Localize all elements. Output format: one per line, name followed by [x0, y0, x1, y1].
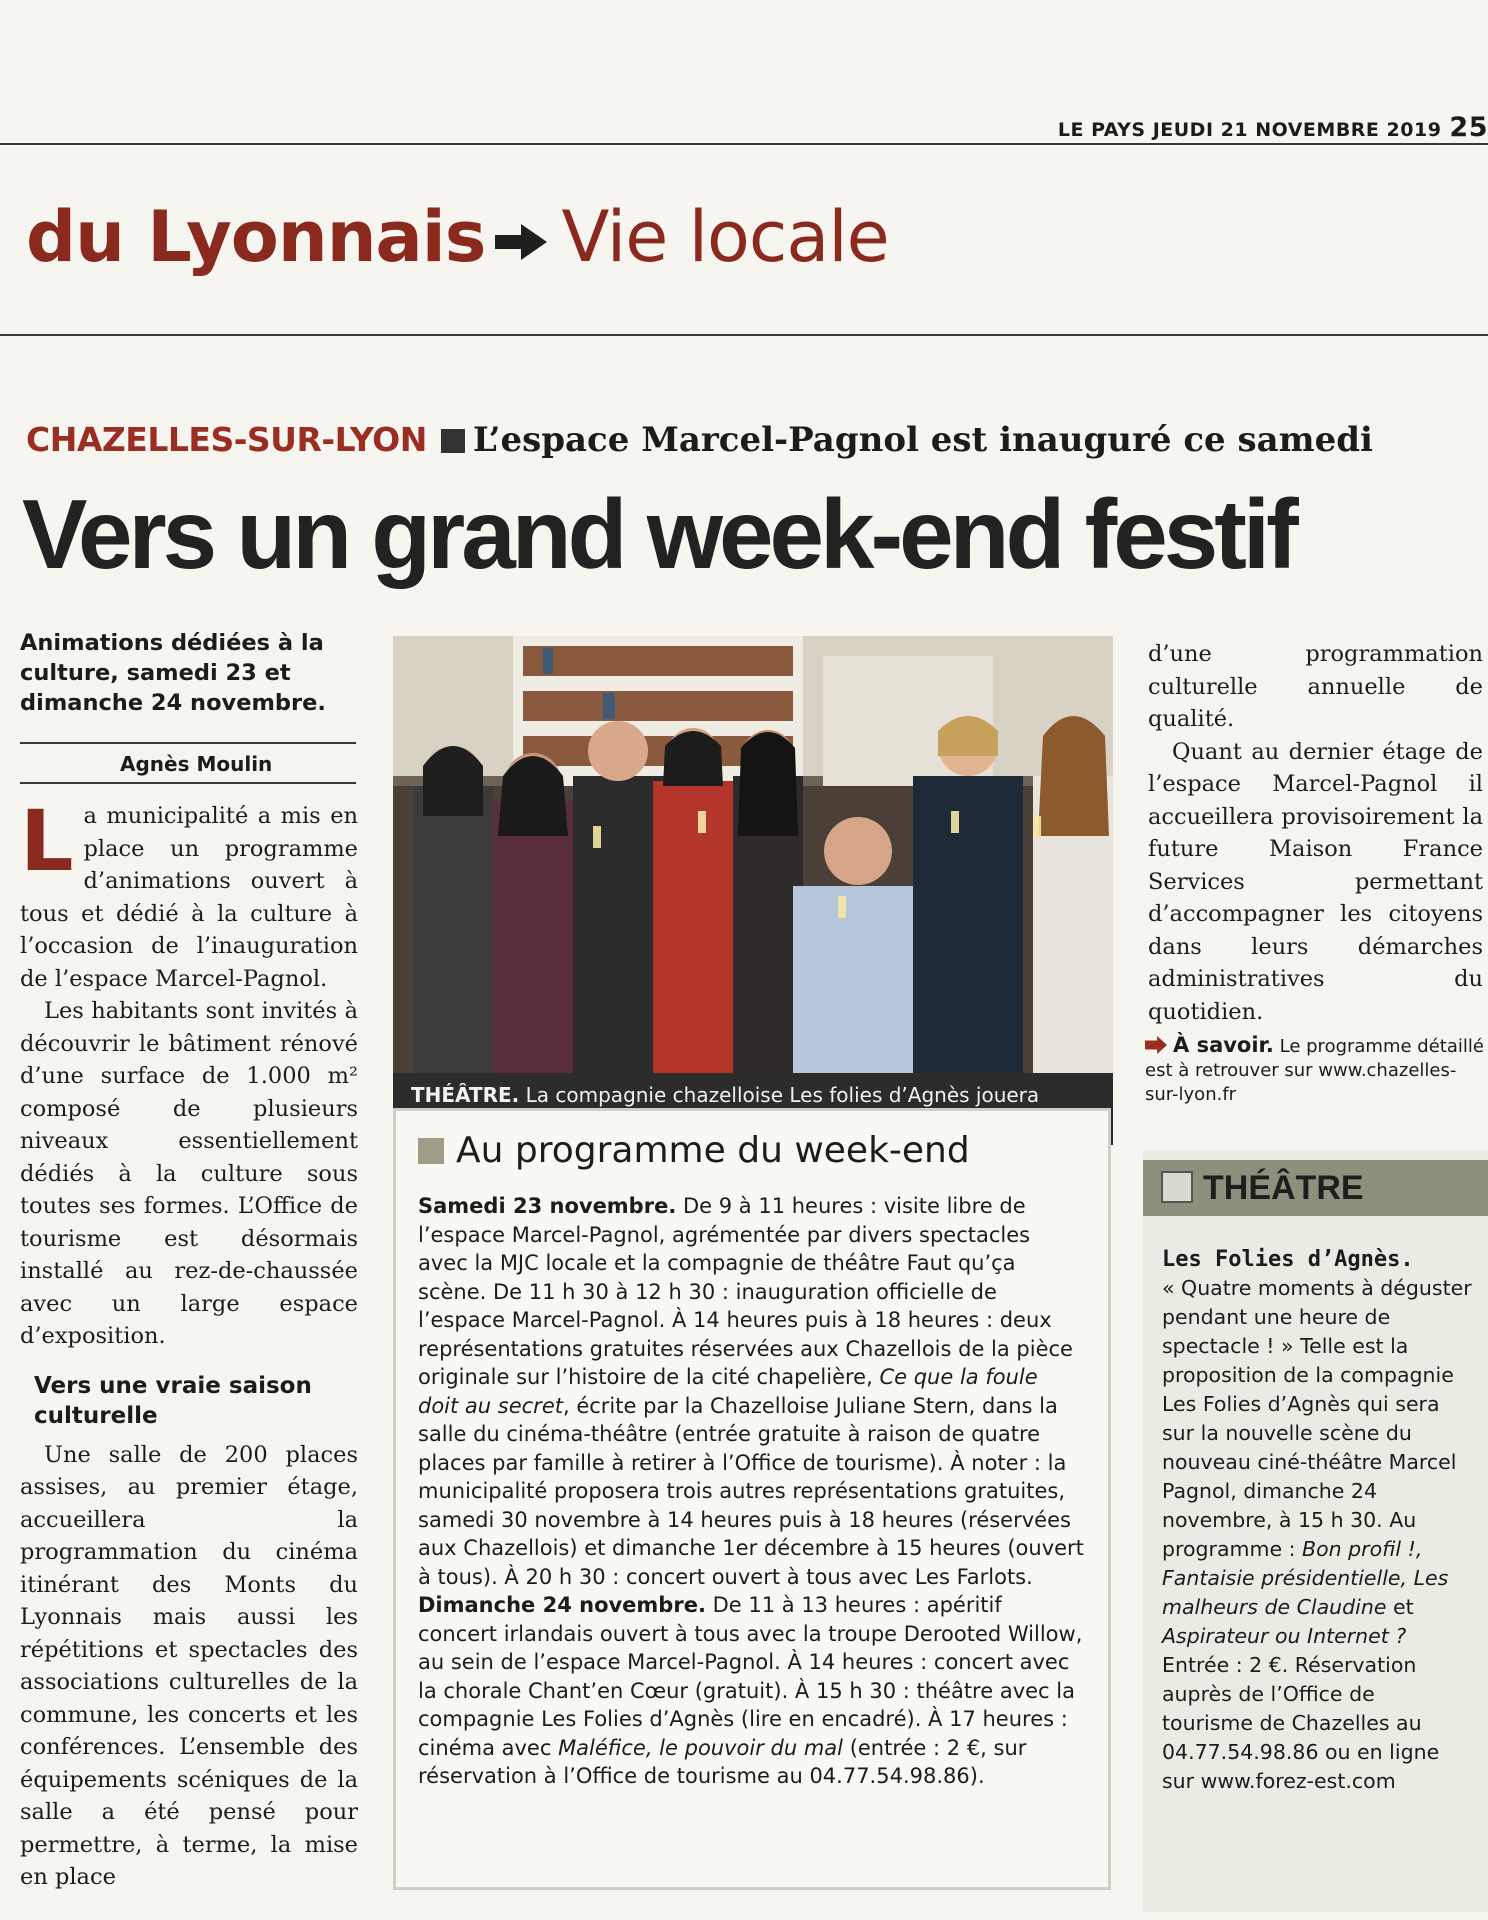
sunday-head: Dimanche 24 novembre.: [418, 1593, 706, 1617]
programme-text: [418, 1192, 1084, 1791]
a-savoir-head: À savoir.: [1173, 1033, 1274, 1057]
headline: Vers un grand week-end festif: [22, 479, 1295, 589]
theatre-text: [1162, 1245, 1472, 1796]
section-title: du Lyonnais: [26, 196, 486, 278]
theatre-header: [1143, 1160, 1488, 1216]
a-savoir-text: Le programme détaillé est à retrouver sur www.chazelles-sur-lyon.fr: [1145, 1036, 1484, 1105]
caption-label: THÉÂTRE.: [411, 1083, 520, 1107]
theatre-text-3: Entrée : 2 €. Réservation auprès de l’Office de tourisme de Chazelles au 04.77.54.98.86 ou en ligne sur www.forez-est.com: [1162, 1653, 1440, 1793]
theatre-play-last: Aspirateur ou Internet ?: [1162, 1624, 1407, 1648]
body-paragraph: Une salle de 200 places assises, au premier étage, accueillera la programmation du cinéma itinérant des Monts du Lyonnais mais aussi les répétitions et spectacles des associations culturelles de la commune, les concerts et les conférences. L’ensemble des équipements scéniques de la salle a été pensé pour permettre, à terme, la mise en place: [20, 1441, 358, 1890]
section-rule: [0, 334, 1488, 336]
drop-cap: L: [20, 792, 74, 890]
chapo-rule: [20, 742, 356, 744]
sunday-text-2: (entrée : 2 €, sur réservation à l’Office de tourisme au 04.77.54.98.86).: [418, 1735, 1027, 1788]
author: Agnès Moulin: [120, 752, 273, 776]
section-subtitle: Vie locale: [561, 196, 889, 278]
theatre-title-text: Les Folies d’Agnès.: [1162, 1247, 1414, 1272]
theatre-text-2: Au programme :: [1162, 1508, 1417, 1561]
theatre-title: [1162, 1245, 1472, 1274]
kicker-location: CHAZELLES-SUR-LYON: [26, 420, 427, 459]
saturday-text-2: , écrite par la Chazelloise Juliane Stern, dans la salle du cinéma-théâtre (entrée gratuite à raison de quatre places par famille à retirer à l’Office de tourisme). À noter : la municipalité proposera trois autres représentations gratuites, samedi 30 novembre à 14 heures puis à 18 heures (réservées aux Chazellois) et dimanche 1er décembre à 15 heures (ouvert à tous). À 20 h 30 : concert ouvert à tous avec Les Farlots.: [418, 1393, 1084, 1589]
square-bullet-icon: [441, 429, 465, 453]
caption-text: La compagnie chazelloise Les folies d’Agnès jouera: [525, 1083, 1040, 1107]
group-photo: [393, 636, 1113, 1073]
folio-text: LE PAYS JEUDI 21 NOVEMBRE 2019: [1057, 119, 1442, 141]
page-number: 25: [1449, 112, 1488, 143]
article-photo: [393, 636, 1113, 1073]
programme-title-text: Au programme du week-end: [456, 1130, 970, 1171]
arrow-right-icon: [495, 222, 547, 262]
sunday-film-title: Maléfice, le pouvoir du mal: [558, 1735, 843, 1760]
body-column-right: [1148, 638, 1483, 1028]
saturday-text: De 9 à 11 heures : visite libre de l’espace Marcel-Pagnol, agrémentée par divers spectacles avec la MJC locale et la compagnie de théâtre Faut qu’ça scène. De 11 h 30 à 12 h 30 : inauguration officielle de l’espace Marcel-Pagnol. À 14 heures puis à 18 heures : deux représentations gratuites réservées aux Chazellois de la pièce originale sur l’histoire de la cité chapelière,: [418, 1194, 1073, 1389]
square-bullet-icon: [418, 1138, 444, 1164]
body-text: a municipalité a mis en place un programme d’animations ouvert à tous et dédié à la culture à l’occasion de l’inauguration de l’espace Marcel-Pagnol.: [20, 803, 358, 992]
body-paragraph: Quant au dernier étage de l’espace Marcel-Pagnol il accueillera provisoirement la future Maison France Services permettant d’accompagner les citoyens dans leurs démarches administratives du quotidien.: [1148, 738, 1483, 1025]
theatre-text-1: « Quatre moments à déguster pendant une heure de spectacle ! » Telle est la proposition de la compagnie Les Folies d’Agnès qui sera sur la nouvelle scène du nouveau ciné-théâtre Marcel Pagnol, dimanche 24 novembre, à 15 h 30.: [1162, 1276, 1472, 1532]
folio-rule: [0, 143, 1488, 145]
subheading: Vers une vraie saison culturelle: [34, 1372, 312, 1429]
theatre-head-text: THÉÂTRE: [1203, 1169, 1364, 1207]
kicker-deck: L’espace Marcel-Pagnol est inauguré ce samedi: [472, 420, 1373, 460]
programme-sunday: [418, 1591, 1084, 1791]
kicker: [26, 420, 1373, 460]
arrow-right-icon: [1145, 1036, 1167, 1054]
theatre-and: et: [1393, 1595, 1414, 1619]
section-header: [26, 196, 889, 278]
a-savoir-note: [1145, 1033, 1485, 1107]
theatre-plays: Bon profil !, Fantaisie présidentielle, Les malheurs de Claudine: [1162, 1537, 1449, 1619]
theatre-paragraph: [1162, 1274, 1472, 1796]
folio: [1058, 112, 1488, 143]
author-rule: [20, 782, 356, 784]
programme-saturday: [418, 1192, 1084, 1591]
saturday-play-title: Ce que la foule doit au secret: [418, 1365, 1038, 1418]
body-paragraph: Les habitants sont invités à découvrir le bâtiment rénové d’une surface de 1.000 m² composé de plusieurs niveaux essentiellement dédiés à la culture sous toutes ses formes. L’Office de tourisme est désormais installé au rez-de-chaussée avec un large espace d’exposition.: [20, 998, 358, 1349]
programme-title: [418, 1130, 970, 1171]
chapo: Animations dédiées à la culture, samedi 23 et dimanche 24 novembre.: [20, 630, 326, 716]
body-column-left: [20, 792, 358, 1894]
sunday-text: De 11 à 13 heures : apéritif concert irlandais ouvert à tous avec la troupe Derooted Willow, au sein de l’espace Marcel-Pagnol. À 14 heures : concert avec la chorale Chant’en Cœur (gratuit). À 15 h 30 : théâtre avec la compagnie Les Folies d’Agnès (lire en encadré). À 17 heures : cinéma avec: [418, 1593, 1083, 1760]
saturday-head: Samedi 23 novembre.: [418, 1194, 677, 1218]
body-paragraph: d’une programmation culturelle annuelle de qualité.: [1148, 641, 1483, 732]
square-icon: [1161, 1171, 1193, 1203]
body-paragraph: [20, 792, 358, 995]
